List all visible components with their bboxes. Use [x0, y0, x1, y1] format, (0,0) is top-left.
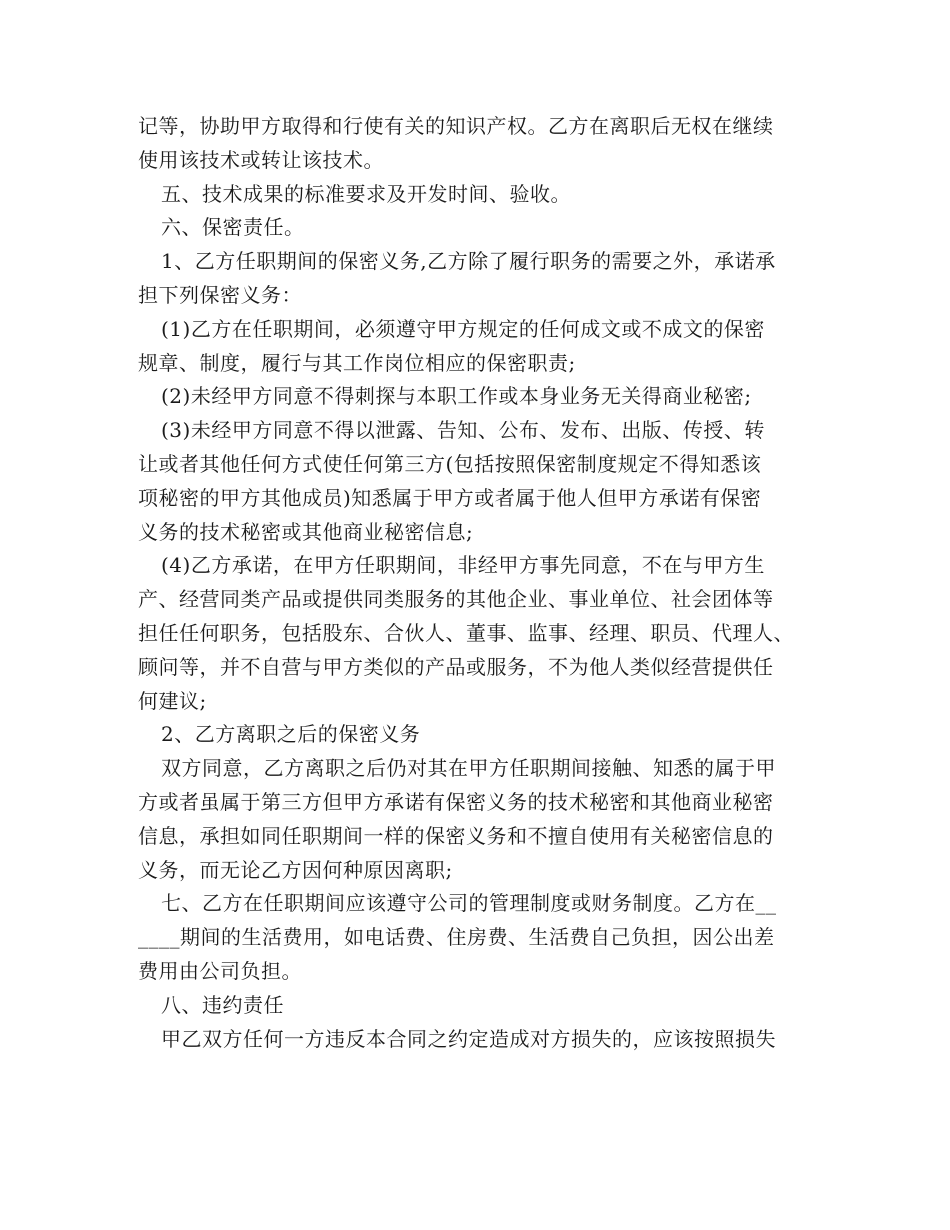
text-line: (2)未经甲方同意不得刺探与本职工作或本身业务无关得商业秘密; — [161, 384, 752, 409]
text-line: 义务，而无论乙方因何种原因离职; — [138, 857, 453, 882]
text-line: 双方同意，乙方离职之后仍对其在甲方任职期间接触、知悉的属于甲 — [161, 756, 776, 781]
text-line: (3)未经甲方同意不得以泄露、告知、公布、发布、出版、传授、转 — [161, 418, 765, 443]
text-line: 方或者虽属于第三方但甲方承诺有保密义务的技术秘密和其他商业秘密 — [138, 789, 774, 814]
document-body — [138, 110, 818, 1056]
text-line: 规章、制度，履行与其工作岗位相应的保密职责; — [138, 350, 576, 375]
text-line: 记等，协助甲方取得和行使有关的知识产权。乙方在离职后无权在继续 — [138, 114, 774, 138]
text-line: 信息，承担如同任职期间一样的保密义务和不擅自使用有关秘密信息的 — [138, 823, 774, 848]
text-line: 2、乙方离职之后的保密义务 — [161, 722, 421, 747]
text-line: 产、经营同类产品或提供同类服务的其他企业、事业单位、社会团体等 — [138, 587, 774, 612]
text-line: 让或者其他任何方式使任何第三方(包括按照保密制度规定不得知悉该 — [138, 451, 762, 476]
text-line: 使用该技术或转让该技术。 — [138, 147, 384, 172]
text-line: 六、保密责任。 — [161, 215, 305, 240]
text-line: 七、乙方在任职期间应该遵守公司的管理制度或财务制度。乙方在__ — [161, 891, 777, 916]
text-line: 项秘密的甲方其他成员)知悉属于甲方或者属于他人但甲方承诺有保密 — [138, 485, 762, 510]
text-line: 费用由公司负担。 — [138, 958, 302, 983]
text-line: 顾问等，并不自营与甲方类似的产品或服务，不为他人类似经营提供任 — [138, 654, 774, 679]
text-line: 甲乙双方任何一方违反本合同之约定造成对方损失的，应该按照损失 — [161, 1026, 776, 1051]
text-line: 五、技术成果的标准要求及开发时间、验收。 — [161, 181, 571, 206]
text-line: 担任任何职务，包括股东、合伙人、董事、监事、经理、职员、代理人、 — [138, 620, 794, 645]
text-line: (1)乙方在任职期间，必须遵守甲方规定的任何成文或不成文的保密 — [161, 316, 765, 341]
text-line: 担下列保密义务： — [138, 282, 302, 307]
text-line: 八、违约责任 — [161, 992, 284, 1017]
text-line: 何建议; — [138, 688, 207, 713]
text-line: (4)乙方承诺，在甲方任职期间，非经甲方事先同意，不在与甲方生 — [161, 553, 765, 578]
text-line: 义务的技术秘密或其他商业秘密信息; — [138, 519, 474, 544]
text-line: ____期间的生活费用，如电话费、住房费、生活费自己负担，因公出差 — [138, 925, 775, 950]
text-line: 1、乙方任职期间的保密义务,乙方除了履行职务的需要之外，承诺承 — [161, 249, 776, 274]
